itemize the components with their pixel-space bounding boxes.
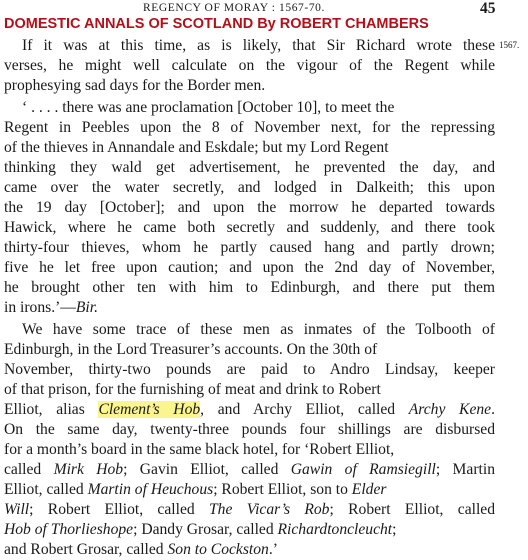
text-run: Regent in Peebles upon the 8 of November next, for the repressing	[4, 119, 495, 136]
text-run: November, thirty-two pounds are paid to Andro Lindsay, keeper	[4, 361, 495, 378]
text-line	[4, 138, 389, 158]
italic-name: Gawin of Ramsiegill	[290, 461, 436, 478]
text-run: ; Martin	[435, 461, 495, 478]
text-run: in irons.’—	[4, 299, 76, 316]
text-run: called	[4, 461, 54, 478]
text-run: Elliot, alias	[4, 401, 99, 418]
text-run: On the same day, twenty-three pounds four shillings are disbursed	[4, 421, 495, 438]
text-run: he brought other ten with him to Edinburgh, and there put them	[4, 279, 495, 296]
text-line	[4, 400, 495, 420]
text-line	[4, 178, 495, 198]
text-run: for a month’s board in the same black hotel, for ‘Robert Elliot,	[4, 441, 395, 458]
text-run: ; Robert Elliot, called	[329, 501, 496, 518]
text-line	[4, 118, 495, 138]
text-line	[4, 440, 394, 460]
text-line	[4, 298, 98, 318]
text-run: ‘ . . . . there was ane proclamation [October 10], to meet the	[22, 99, 395, 116]
text-line	[4, 238, 495, 258]
text-line	[4, 380, 381, 400]
text-run: Edinburgh, in the Lord Treasurer’s accounts. On the 30th of	[4, 341, 378, 358]
text-run: thinking they wald get advertisement, he prevented the day, and	[4, 159, 495, 176]
margin-year-note: 1567.	[499, 40, 520, 50]
text-line	[4, 198, 495, 218]
text-line	[4, 76, 265, 96]
text-line	[4, 480, 386, 500]
text-run: of the thieves in Annandale and Eskdale; but my Lord Regent	[4, 139, 389, 156]
text-line	[4, 540, 278, 560]
text-run: came over the water secretly, and lodged in Dalkeith; this upon	[4, 179, 495, 196]
text-run: of that prison, for the furnishing of meat and drink to Robert	[4, 381, 381, 398]
text-run: We have some trace of these men as inmates of the Tolbooth of	[22, 321, 495, 338]
text-line	[4, 520, 396, 540]
text-line	[4, 500, 495, 520]
text-run: thirty-four thieves, whom he partly caused hang and partly drown;	[4, 239, 495, 256]
text-run: .	[491, 401, 495, 418]
italic-name: The Vicar’s Rob	[209, 501, 330, 518]
text-run: verses, he might well calculate on the vigour of the Regent while	[4, 57, 495, 74]
text-run: ;	[392, 521, 397, 538]
italic-name: Martin of Heuchous	[87, 481, 214, 498]
text-run: ; Gavin Elliot, called	[123, 461, 291, 478]
text-run: Elliot, called	[4, 481, 88, 498]
text-line	[4, 218, 495, 238]
text-run: prophesying sad days for the Border men.	[4, 77, 266, 94]
text-run: Hawick, where he came both secretly and suddenly, and there took	[4, 219, 495, 236]
text-run: .’	[268, 541, 278, 558]
text-run: If it was at this time, as is likely, that Sir Richard wrote these	[22, 37, 495, 54]
text-line	[4, 278, 495, 298]
italic-name: Hob of Thorlieshope	[4, 521, 134, 538]
text-line	[22, 36, 495, 56]
text-line	[4, 158, 495, 178]
text-run: the 19 day [October]; and upon the morrow he departed towards	[4, 199, 495, 216]
text-run: ; Robert Elliot, son to	[213, 481, 352, 498]
italic-name: Archy Kene	[408, 401, 492, 418]
text-line	[4, 460, 495, 480]
italic-name: Bir.	[75, 299, 99, 316]
source-banner: DOMESTIC ANNALS OF SCOTLAND By ROBERT CHAMBERS	[4, 16, 429, 32]
running-head: REGENCY OF MORAY : 1567-70.	[143, 2, 326, 14]
italic-name: Mirk Hob	[53, 461, 124, 478]
text-line	[22, 98, 394, 118]
page-number: 45	[480, 0, 496, 17]
text-line	[4, 360, 495, 380]
text-line	[4, 340, 377, 360]
text-line	[4, 420, 495, 440]
text-run: five he let free upon caution; and upon the 2nd day of November,	[4, 259, 495, 276]
italic-name: Elder	[351, 481, 387, 498]
text-run: , and Archy Elliot, called	[200, 401, 409, 418]
text-run: and Robert Grosar, called	[4, 541, 168, 558]
text-run: ; Dandy Grosar, called	[133, 521, 278, 538]
text-run: ; Robert Elliot, called	[29, 501, 209, 518]
highlighted-name: Clement’s Hob	[98, 401, 201, 418]
text-line	[4, 56, 495, 76]
text-line	[22, 320, 495, 340]
italic-name: Son to Cockston	[167, 541, 269, 558]
italic-name: Richardtoncleucht	[277, 521, 393, 538]
italic-name: Will	[4, 501, 30, 518]
text-line	[4, 258, 495, 278]
